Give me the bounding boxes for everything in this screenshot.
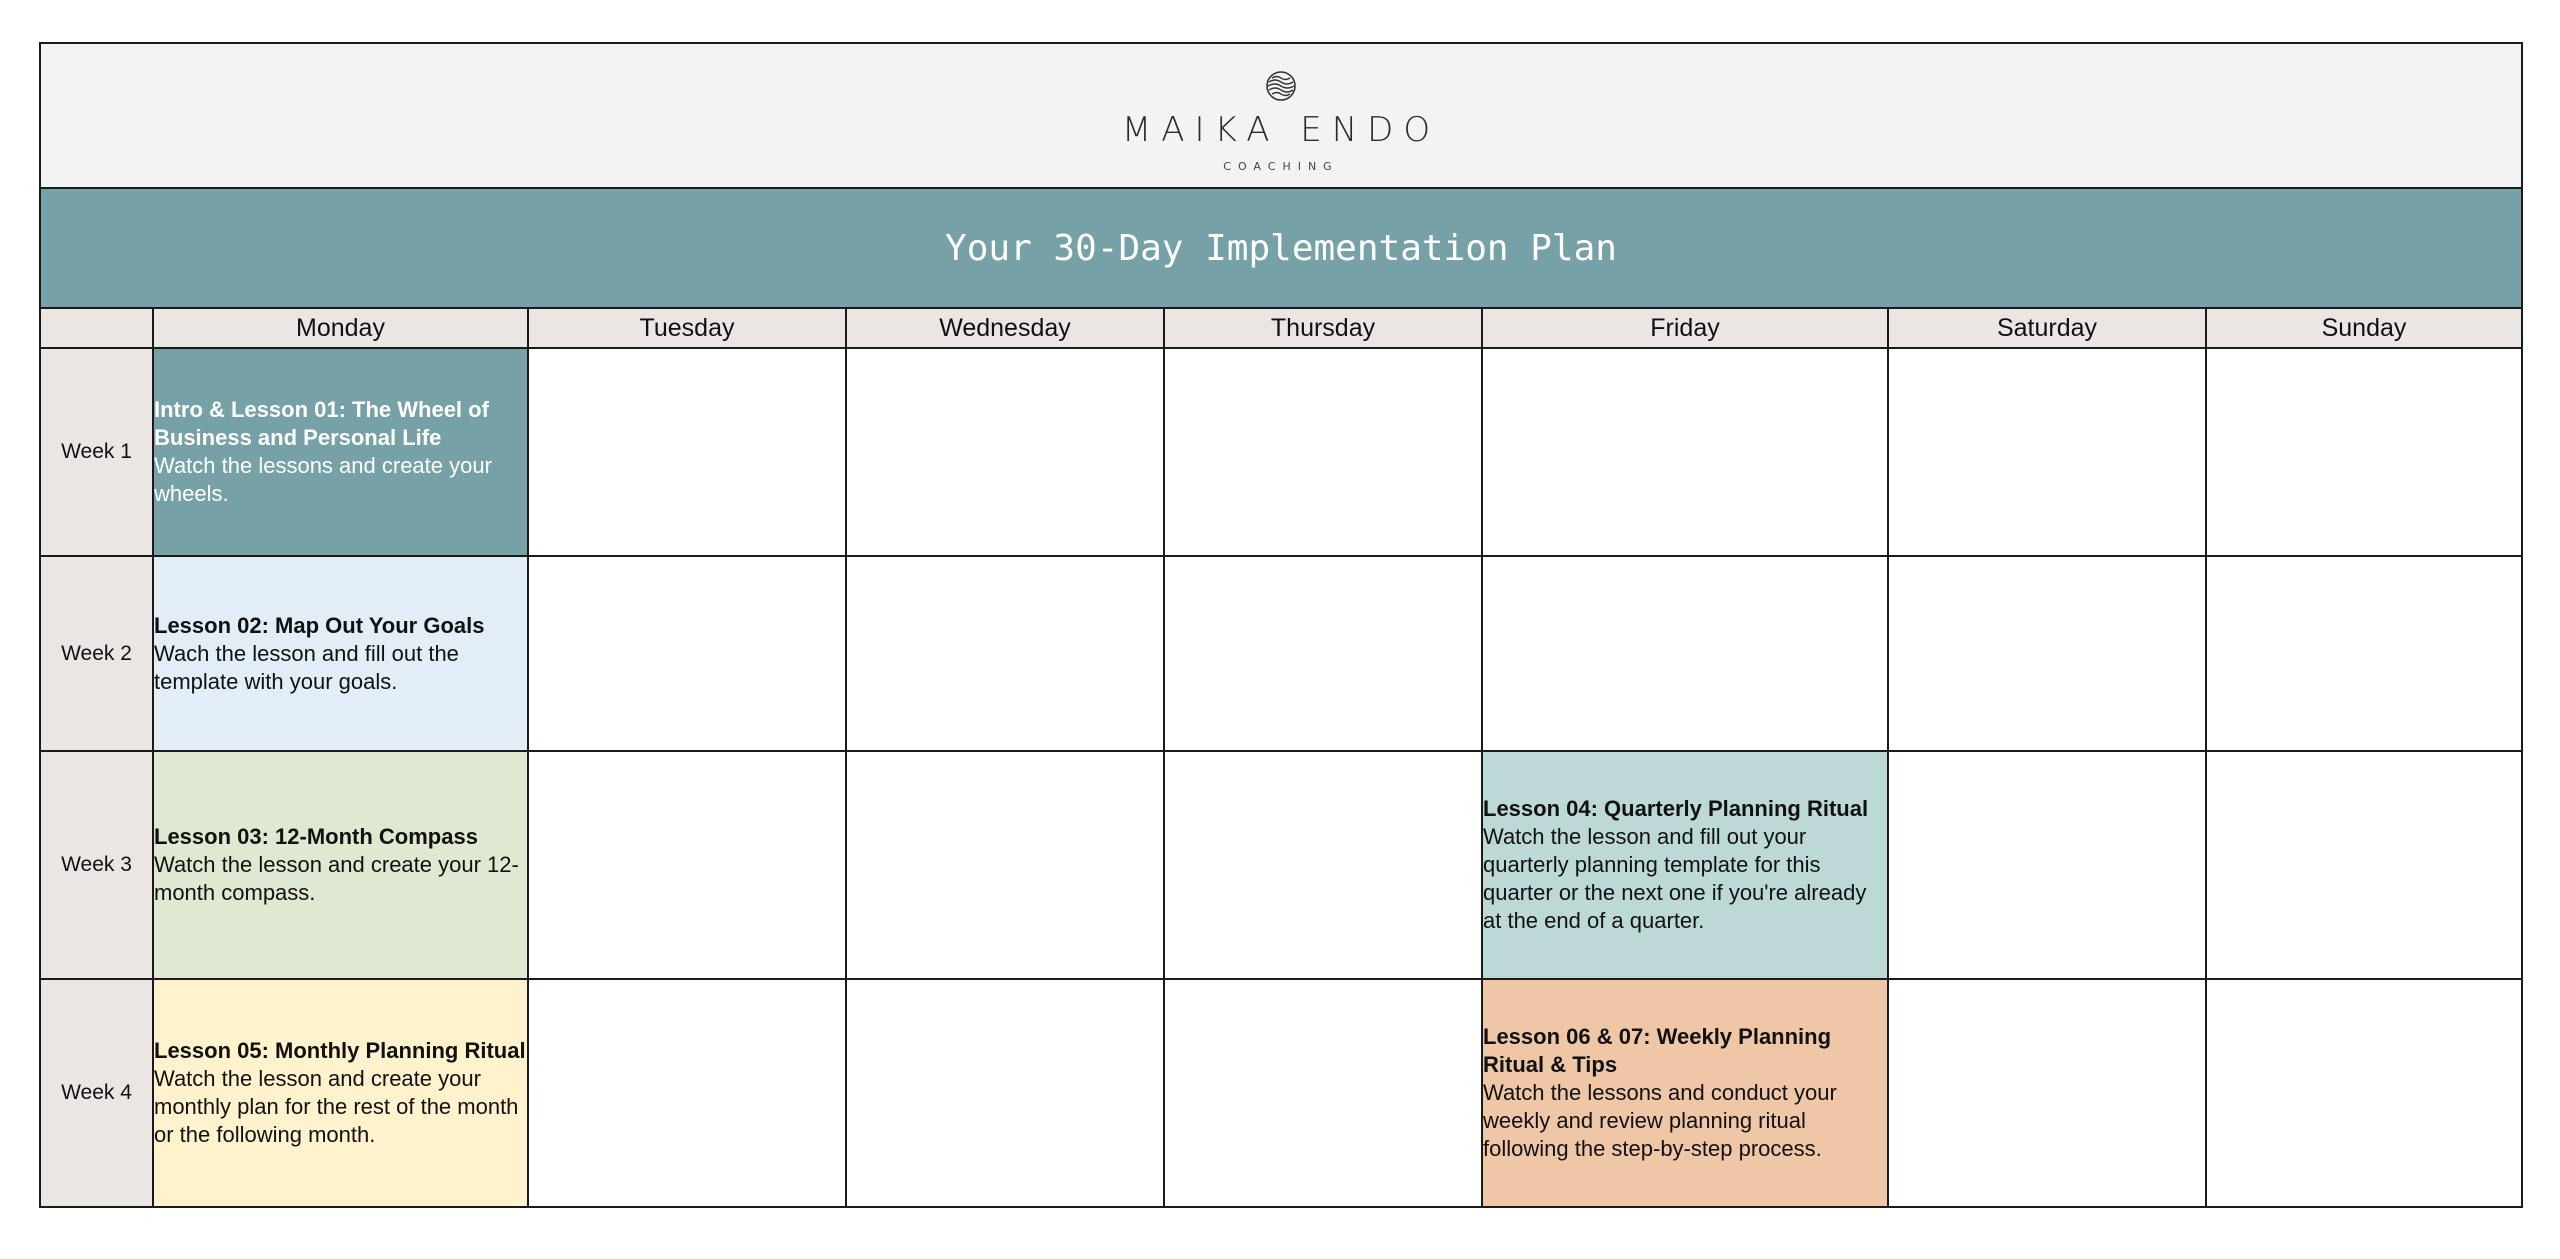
empty-cell[interactable] bbox=[1888, 348, 2206, 556]
lesson-cell-week3-monday[interactable] bbox=[153, 751, 528, 979]
lesson-title: Lesson 04: Quarterly Planning Ritual bbox=[1483, 796, 1869, 821]
corner-cell bbox=[40, 308, 153, 348]
empty-cell[interactable] bbox=[528, 556, 846, 751]
day-header-tuesday: Tuesday bbox=[528, 308, 846, 348]
lesson-description: Watch the lesson and create your monthly plan for the rest of the month or the following month. bbox=[154, 1066, 519, 1147]
empty-cell[interactable] bbox=[2206, 979, 2522, 1207]
week-row-2 bbox=[40, 556, 2522, 751]
empty-cell[interactable] bbox=[1482, 556, 1888, 751]
empty-cell[interactable] bbox=[846, 556, 1164, 751]
empty-cell[interactable] bbox=[2206, 556, 2522, 751]
lesson-description: Wach the lesson and fill out the template with your goals. bbox=[154, 640, 459, 694]
empty-cell[interactable] bbox=[1164, 348, 1482, 556]
week-label: Week 2 bbox=[40, 556, 153, 751]
lesson-description: Watch the lesson and create your 12-month compass. bbox=[154, 852, 519, 905]
lesson-cell-week3-friday[interactable] bbox=[1482, 751, 1888, 979]
lesson-cell-week4-monday[interactable] bbox=[153, 979, 528, 1207]
lesson-description: Watch the lessons and create your wheels. bbox=[154, 453, 492, 506]
day-header-friday: Friday bbox=[1482, 308, 1888, 348]
planner-sheet bbox=[39, 42, 2520, 1208]
day-header-thursday: Thursday bbox=[1164, 308, 1482, 348]
week-row-4 bbox=[40, 979, 2522, 1207]
week-row-1 bbox=[40, 348, 2522, 556]
lesson-title: Lesson 03: 12-Month Compass bbox=[154, 824, 478, 849]
day-header-wednesday: Wednesday bbox=[846, 308, 1164, 348]
plan-title: Your 30-Day Implementation Plan bbox=[40, 188, 2522, 308]
empty-cell[interactable] bbox=[846, 751, 1164, 979]
empty-cell[interactable] bbox=[846, 348, 1164, 556]
empty-cell[interactable] bbox=[528, 751, 846, 979]
lesson-cell-week4-friday[interactable] bbox=[1482, 979, 1888, 1207]
empty-cell[interactable] bbox=[1164, 979, 1482, 1207]
day-header-saturday: Saturday bbox=[1888, 308, 2206, 348]
lesson-cell-week1-monday[interactable] bbox=[153, 348, 528, 556]
brand-subtitle: COACHING bbox=[1223, 160, 1339, 173]
lesson-title: Intro & Lesson 01: The Wheel of Business and Personal Life bbox=[154, 397, 489, 450]
empty-cell[interactable] bbox=[1888, 979, 2206, 1207]
empty-cell[interactable] bbox=[1164, 751, 1482, 979]
week-row-3 bbox=[40, 751, 2522, 979]
empty-cell[interactable] bbox=[846, 979, 1164, 1207]
empty-cell[interactable] bbox=[1482, 348, 1888, 556]
week-label: Week 1 bbox=[40, 348, 153, 556]
wave-sphere-icon bbox=[1265, 70, 1297, 102]
brand-header bbox=[40, 43, 2522, 188]
lesson-cell-week2-monday[interactable] bbox=[153, 556, 528, 751]
week-label: Week 3 bbox=[40, 751, 153, 979]
empty-cell[interactable] bbox=[1888, 751, 2206, 979]
empty-cell[interactable] bbox=[2206, 348, 2522, 556]
day-header-sunday: Sunday bbox=[2206, 308, 2522, 348]
empty-cell[interactable] bbox=[528, 348, 846, 556]
lesson-description: Watch the lessons and conduct your weekly and review planning ritual following the step-by-step process. bbox=[1483, 1080, 1837, 1161]
empty-cell[interactable] bbox=[1888, 556, 2206, 751]
week-label: Week 4 bbox=[40, 979, 153, 1207]
implementation-plan-table bbox=[39, 42, 2523, 1208]
empty-cell[interactable] bbox=[1164, 556, 1482, 751]
empty-cell[interactable] bbox=[2206, 751, 2522, 979]
lesson-title: Lesson 05: Monthly Planning Ritual bbox=[154, 1038, 526, 1063]
day-header-monday: Monday bbox=[153, 308, 528, 348]
lesson-title: Lesson 06 & 07: Weekly Planning Ritual & Tips bbox=[1483, 1024, 1832, 1077]
lesson-title: Lesson 02: Map Out Your Goals bbox=[154, 612, 485, 638]
lesson-description: Watch the lesson and fill out your quarterly planning template for this quarter or the next one if you're already at the end of a quarter. bbox=[1483, 824, 1867, 933]
brand-name: MAIKA ENDO bbox=[1121, 110, 1441, 150]
empty-cell[interactable] bbox=[528, 979, 846, 1207]
